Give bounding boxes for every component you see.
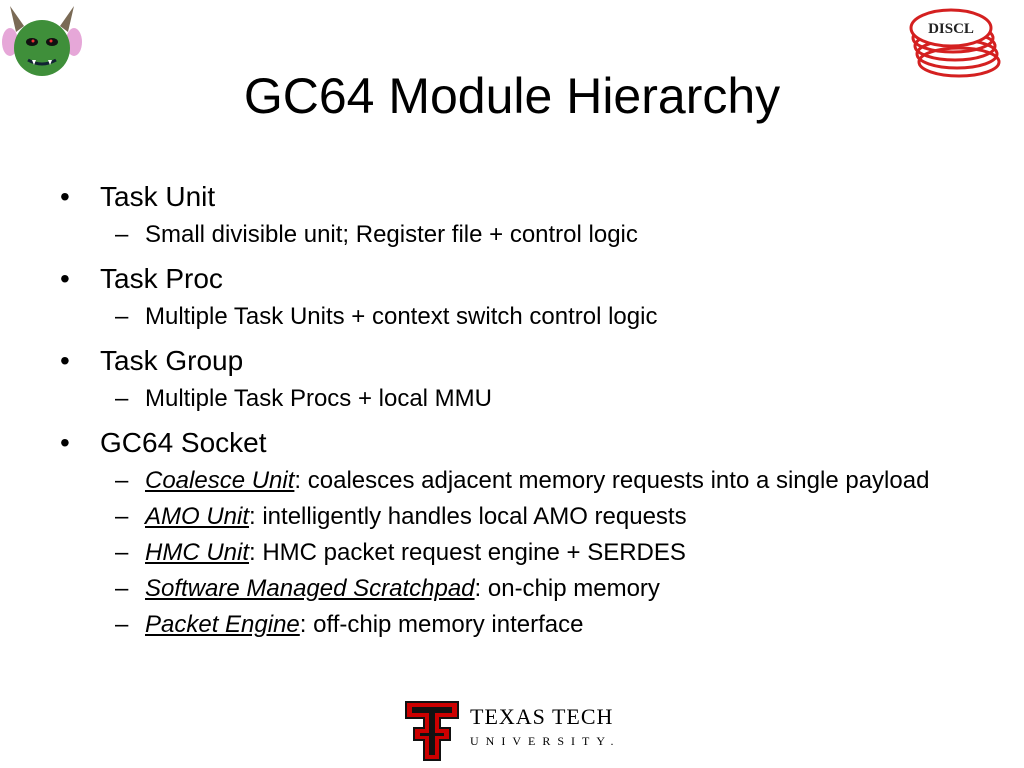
bullet-label: Task Unit bbox=[100, 181, 216, 212]
sub-bullet-text: Small divisible unit; Register file + control logic bbox=[145, 221, 638, 248]
sub-bullet-item bbox=[60, 220, 990, 250]
dash-icon: – bbox=[115, 575, 129, 602]
ttu-sub: UNIVERSITY. bbox=[470, 734, 621, 748]
dash-icon: – bbox=[115, 385, 129, 412]
dash-icon: – bbox=[115, 221, 129, 248]
texas-tech-logo-icon bbox=[404, 700, 460, 767]
dash-icon: – bbox=[115, 539, 129, 566]
ttu-name: TEXAS TECH bbox=[470, 704, 614, 729]
sub-bullet-text: : on-chip memory bbox=[474, 575, 660, 602]
slide-title: GC64 Module Hierarchy bbox=[243, 68, 781, 124]
term-packet-engine: Packet Engine bbox=[145, 611, 300, 638]
sub-bullet-item bbox=[60, 502, 990, 532]
svg-text:DISCL: DISCL bbox=[928, 21, 974, 37]
bullet-list bbox=[60, 180, 990, 640]
dash-icon: – bbox=[115, 303, 129, 330]
sub-bullet-item bbox=[60, 302, 990, 332]
sub-bullet-item bbox=[60, 574, 990, 604]
texas-tech-wordmark bbox=[470, 704, 620, 749]
bullet-item bbox=[60, 262, 990, 296]
bullet-item bbox=[60, 344, 990, 378]
sub-bullet-item bbox=[60, 384, 990, 414]
sub-bullet-item bbox=[60, 466, 990, 496]
bullet-icon: • bbox=[60, 345, 70, 376]
sub-bullet-text: : coalesces adjacent memory requests into a single payload bbox=[294, 467, 930, 494]
term-coalesce-unit: Coalesce Unit bbox=[145, 467, 295, 494]
bullet-item bbox=[60, 426, 990, 460]
dash-icon: – bbox=[115, 503, 129, 530]
sub-bullet-item bbox=[60, 538, 990, 568]
bullet-label: GC64 Socket bbox=[100, 427, 267, 458]
sub-bullet-text: Multiple Task Procs + local MMU bbox=[145, 385, 492, 412]
bullet-label: Task Proc bbox=[100, 263, 223, 294]
sub-bullet-text: : HMC packet request engine + SERDES bbox=[249, 539, 686, 566]
sub-bullet-text: : intelligently handles local AMO requests bbox=[249, 503, 687, 530]
dash-icon: – bbox=[115, 467, 129, 494]
sub-bullet-item bbox=[60, 610, 990, 640]
sub-bullet-text: : off-chip memory interface bbox=[299, 611, 584, 638]
dash-icon: – bbox=[115, 611, 129, 638]
bullet-label: Task Group bbox=[100, 345, 244, 376]
sub-bullet-text: Multiple Task Units + context switch control logic bbox=[145, 303, 658, 330]
term-scratchpad: Software Managed Scratchpad bbox=[145, 575, 475, 602]
bullet-icon: • bbox=[60, 263, 70, 294]
bullet-icon: • bbox=[60, 427, 70, 458]
term-hmc-unit: HMC Unit bbox=[145, 539, 250, 566]
bullet-icon: • bbox=[60, 181, 70, 212]
term-amo-unit: AMO Unit bbox=[145, 503, 250, 530]
bullet-item bbox=[60, 180, 990, 214]
